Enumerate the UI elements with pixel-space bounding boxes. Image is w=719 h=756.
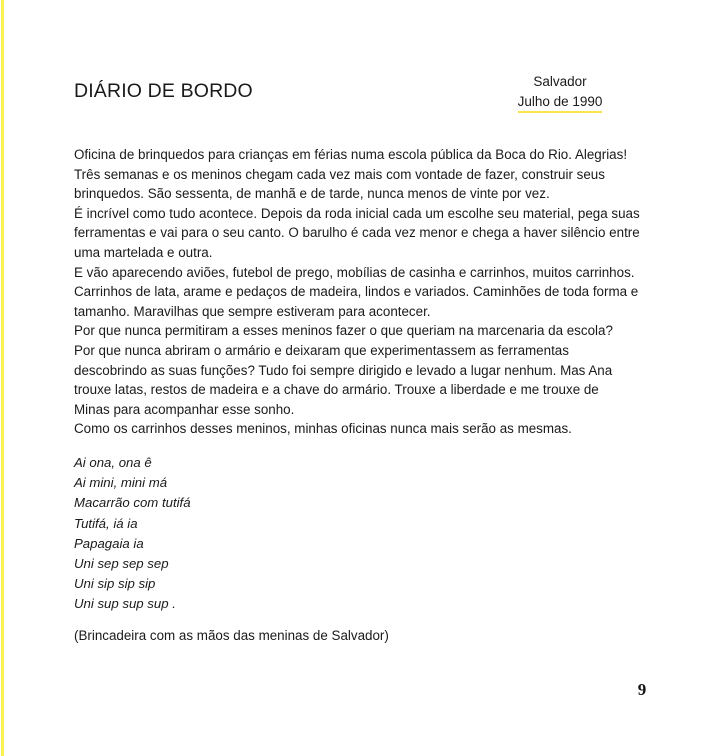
paragraph-3	[74, 263, 639, 322]
dateline-date: Julho de 1990	[518, 92, 603, 113]
paragraph-2	[74, 204, 640, 263]
text-line: descobrindo as suas funções? Tudo foi sempre dirigido e levado a lugar nenhum. Mas Ana	[74, 362, 613, 378]
verse-line: Uni sep sep sep	[74, 556, 169, 572]
page-title: DIÁRIO DE BORDO	[74, 80, 253, 102]
text-line: É incrível como tudo acontece. Depois da roda inicial cada um escolhe seu material, pega suas	[74, 205, 640, 221]
paragraph-4	[74, 321, 622, 341]
paragraph-1	[74, 145, 628, 204]
text-line: Por que nunca abriram o armário e deixaram que experimentassem as ferramentas	[74, 342, 569, 358]
dateline-city: Salvador	[533, 74, 587, 89]
verse-line: Macarrão com tutifá	[74, 495, 191, 511]
verse-attribution-note: (Brincadeira com as mãos das meninas de Salvador)	[74, 628, 389, 643]
text-line: Oficina de brinquedos para crianças em férias numa escola pública da Boca do Rio. Alegrias!	[74, 147, 628, 162]
dateline-block	[480, 72, 640, 113]
verse-line: Uni sup sup sup .	[74, 596, 176, 612]
text-line: E vão aparecendo aviões, futebol de prego, mobílias de casinha e carrinhos, muitos carrinhos.	[74, 264, 635, 280]
text-line: trouxe latas, restos de madeira e a chave do armário. Trouxe a liberdade e me trouxe de	[74, 382, 599, 398]
verse-line: Ai ona, ona ê	[74, 455, 152, 470]
body-text	[74, 145, 640, 439]
text-line: tamanho. Maravilhas que sempre estiveram para acontecer.	[74, 303, 431, 319]
text-line: brinquedos. São sessenta, de manhã e de tarde, nunca menos de vinte por vez.	[74, 186, 550, 202]
verse-line: Ai mini, mini má	[74, 475, 168, 491]
text-line: Por que nunca permitiram a esses meninos fazer o que queriam na marcenaria da escola?	[74, 323, 613, 339]
verse-line: Papagaia ia	[74, 535, 144, 551]
text-line: Minas para acompanhar esse sonho.	[74, 401, 295, 417]
paragraph-6	[74, 419, 622, 439]
text-line: uma martelada e outra.	[74, 244, 213, 260]
verse-line: Tutifá, iá ia	[74, 515, 138, 531]
text-line: Três semanas e os meninos chegam cada vez mais com vontade de fazer, construir seus	[74, 166, 605, 182]
verse-line: Uni sip sip sip	[74, 576, 156, 592]
text-line: Carrinhos de lata, arame e pedaços de madeira, lindos e variados. Caminhões de toda forma e	[74, 284, 639, 300]
text-line: Como os carrinhos desses meninos, minhas oficinas nunca mais serão as mesmas.	[74, 421, 572, 437]
paragraph-5	[74, 341, 622, 419]
text-line: ferramentas e vai para o seu canto. O barulho é cada vez menor e chega a haver silêncio entre	[74, 225, 640, 241]
verse-block	[74, 453, 474, 615]
page-number: 9	[637, 680, 647, 699]
